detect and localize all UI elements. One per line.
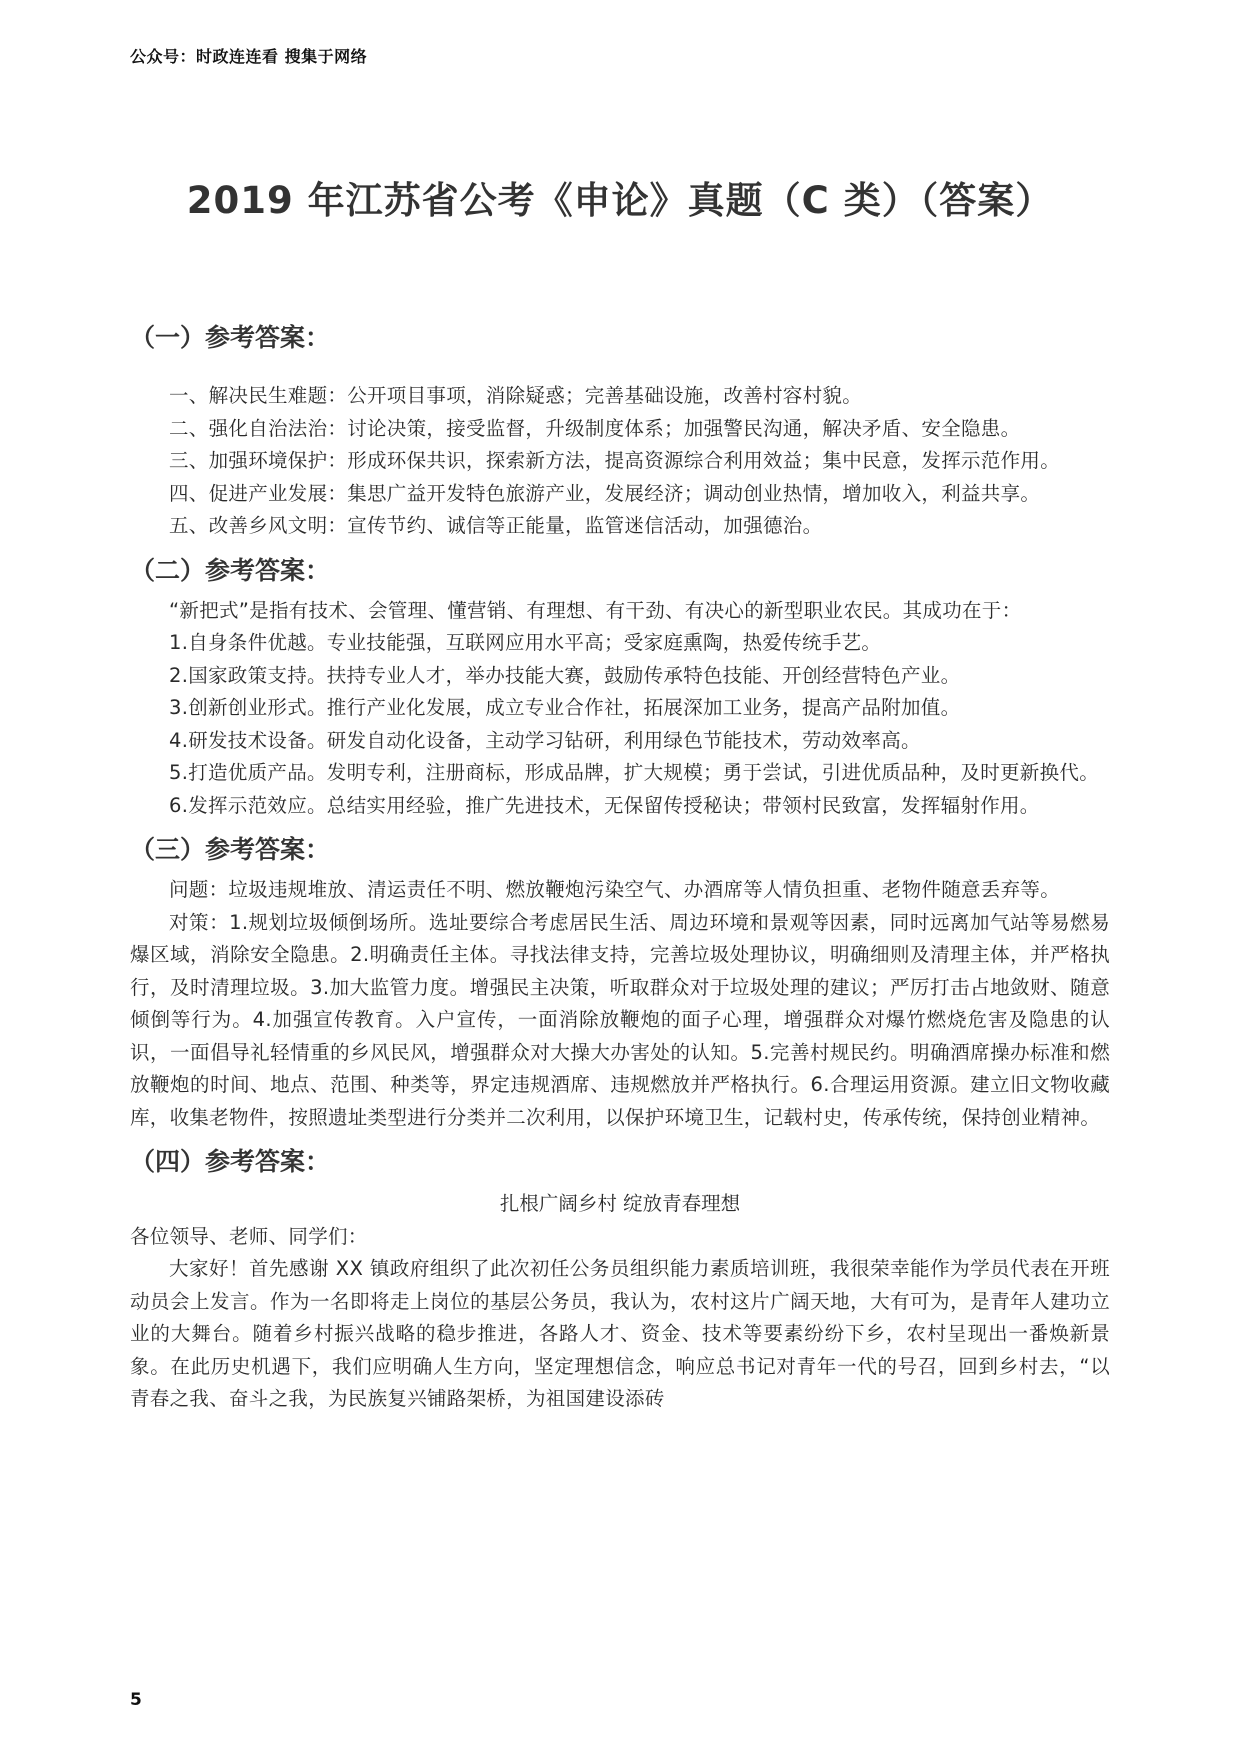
section-1 — [130, 318, 1110, 543]
answer-paragraph: 二、强化自治法治：讨论决策，接受监督，升级制度体系；加强警民沟通，解决矛盾、安全隐患。 — [169, 416, 1021, 440]
document-body — [130, 318, 1110, 1416]
answer-paragraph: 5.打造优质产品。发明专利，注册商标，形成品牌，扩大规模；勇于尝试，引进优质品种，及时更新换代。 — [169, 761, 1100, 784]
section-4 — [130, 1142, 1110, 1416]
section-3 — [130, 830, 1110, 1134]
section-heading: （二）参考答案： — [130, 555, 331, 585]
page-number: 5 — [130, 1690, 142, 1710]
section-heading: （四）参考答案： — [130, 1147, 331, 1176]
answer-paragraph: 2.国家政策支持。扶持专业人才，举办技能大赛，鼓励传承特色技能、开创经营特色产业。 — [169, 663, 961, 687]
answer-paragraph: 四、促进产业发展：集思广益开发特色旅游产业，发展经济；调动创业热情，增加收入，利益共享。 — [169, 481, 1041, 505]
answer-paragraph: “新把式”是指有技术、会管理、懂营销、有理想、有干劲、有决心的新型职业农民。其成功在于： — [169, 598, 1022, 622]
answer-paragraph: 一、解决民生难题：公开项目事项，消除疑惑；完善基础设施，改善村容村貌。 — [169, 384, 863, 407]
answer-paragraph: 1.自身条件优越。专业技能强，互联网应用水平高；受家庭熏陶，热爱传统手艺。 — [169, 631, 882, 654]
section-heading: （三）参考答案： — [130, 835, 331, 864]
problems-paragraph: 问题：垃圾违规堆放、清运责任不明、燃放鞭炮污染空气、办酒席等人情负担重、老物件随意丢弃等。 — [169, 878, 1061, 901]
answer-paragraph: 6.发挥示范效应。总结实用经验，推广先进技术，无保留传授秘诀；带领村民致富，发挥辐射作用。 — [169, 793, 1040, 817]
speech-paragraph: 大家好！首先感谢 XX 镇政府组织了此次初任公务员组织能力素质培训班，我很荣幸能作为学员代表在开班动员会上发言。作为一名即将走上岗位的基层公务员，我认为，农村这片广阔天地，大有可为，是青年人建功立业的大舞台。随着乡村振兴战略的稳步推进，各路人才、资金、技术等要素纷纷下乡，农村呈现出一番焕新景象。在此历史机遇下，我们应明确人生方向，坚定理想信念，响应总书记对青年一代的号召，回到乡村去，“以青春之我、奋斗之我，为民族复兴铺路架桥，为祖国建设添砖 — [130, 1257, 1110, 1410]
speech-title: 扎根广阔乡村 绽放青春理想 — [499, 1192, 741, 1215]
section-heading: （一）参考答案： — [130, 323, 331, 352]
header-source-note: 公众号：时政连连看 搜集于网络 — [130, 47, 368, 66]
answer-paragraph: 三、加强环境保护：形成环保共识，探索新方法，提高资源综合利用效益；集中民意，发挥示范作用。 — [169, 449, 1061, 472]
answer-paragraph: 五、改善乡风文明：宣传节约、诚信等正能量，监管迷信活动，加强德治。 — [169, 514, 823, 537]
speech-salutation: 各位领导、老师、同学们： — [130, 1224, 368, 1248]
answer-paragraph: 3.创新创业形式。推行产业化发展，成立专业合作社，拓展深加工业务，提高产品附加值。 — [169, 696, 961, 719]
answer-paragraph: 4.研发技术设备。研发自动化设备，主动学习钻研，利用绿色节能技术，劳动效率高。 — [169, 728, 921, 752]
countermeasures-paragraph: 对策：1.规划垃圾倾倒场所。选址要综合考虑居民生活、周边环境和景观等因素，同时远离加气站等易燃易爆区域，消除安全隐患。2.明确责任主体。寻找法律支持，完善垃圾处理协议，明确细则及清理主体，并严格执行，及时清理垃圾。3.加大监管力度。增强民主决策，听取群众对于垃圾处理的建议；严厉打击占地敛财、随意倾倒等行为。4.加强宣传教育。入户宣传，一面消除放鞭炮的面子心理，增强群众对爆竹燃烧危害及隐患的认识，一面倡导礼轻情重的乡风民风，增强群众对大操大办害处的认知。5.完善村规民约。明确酒席操办标准和燃放鞭炮的时间、地点、范围、种类等，界定违规酒席、违规燃放并严格执行。6.合理运用资源。建立旧文物收藏库，收集老物件，按照遗址类型进行分类并二次利用，以保护环境卫生，记载村史，传承传统，保持创业精神。 — [130, 910, 1110, 1129]
document-title: 2019 年江苏省公考《申论》真题（C 类）（答案） — [186, 179, 1054, 222]
section-2 — [130, 551, 1110, 823]
